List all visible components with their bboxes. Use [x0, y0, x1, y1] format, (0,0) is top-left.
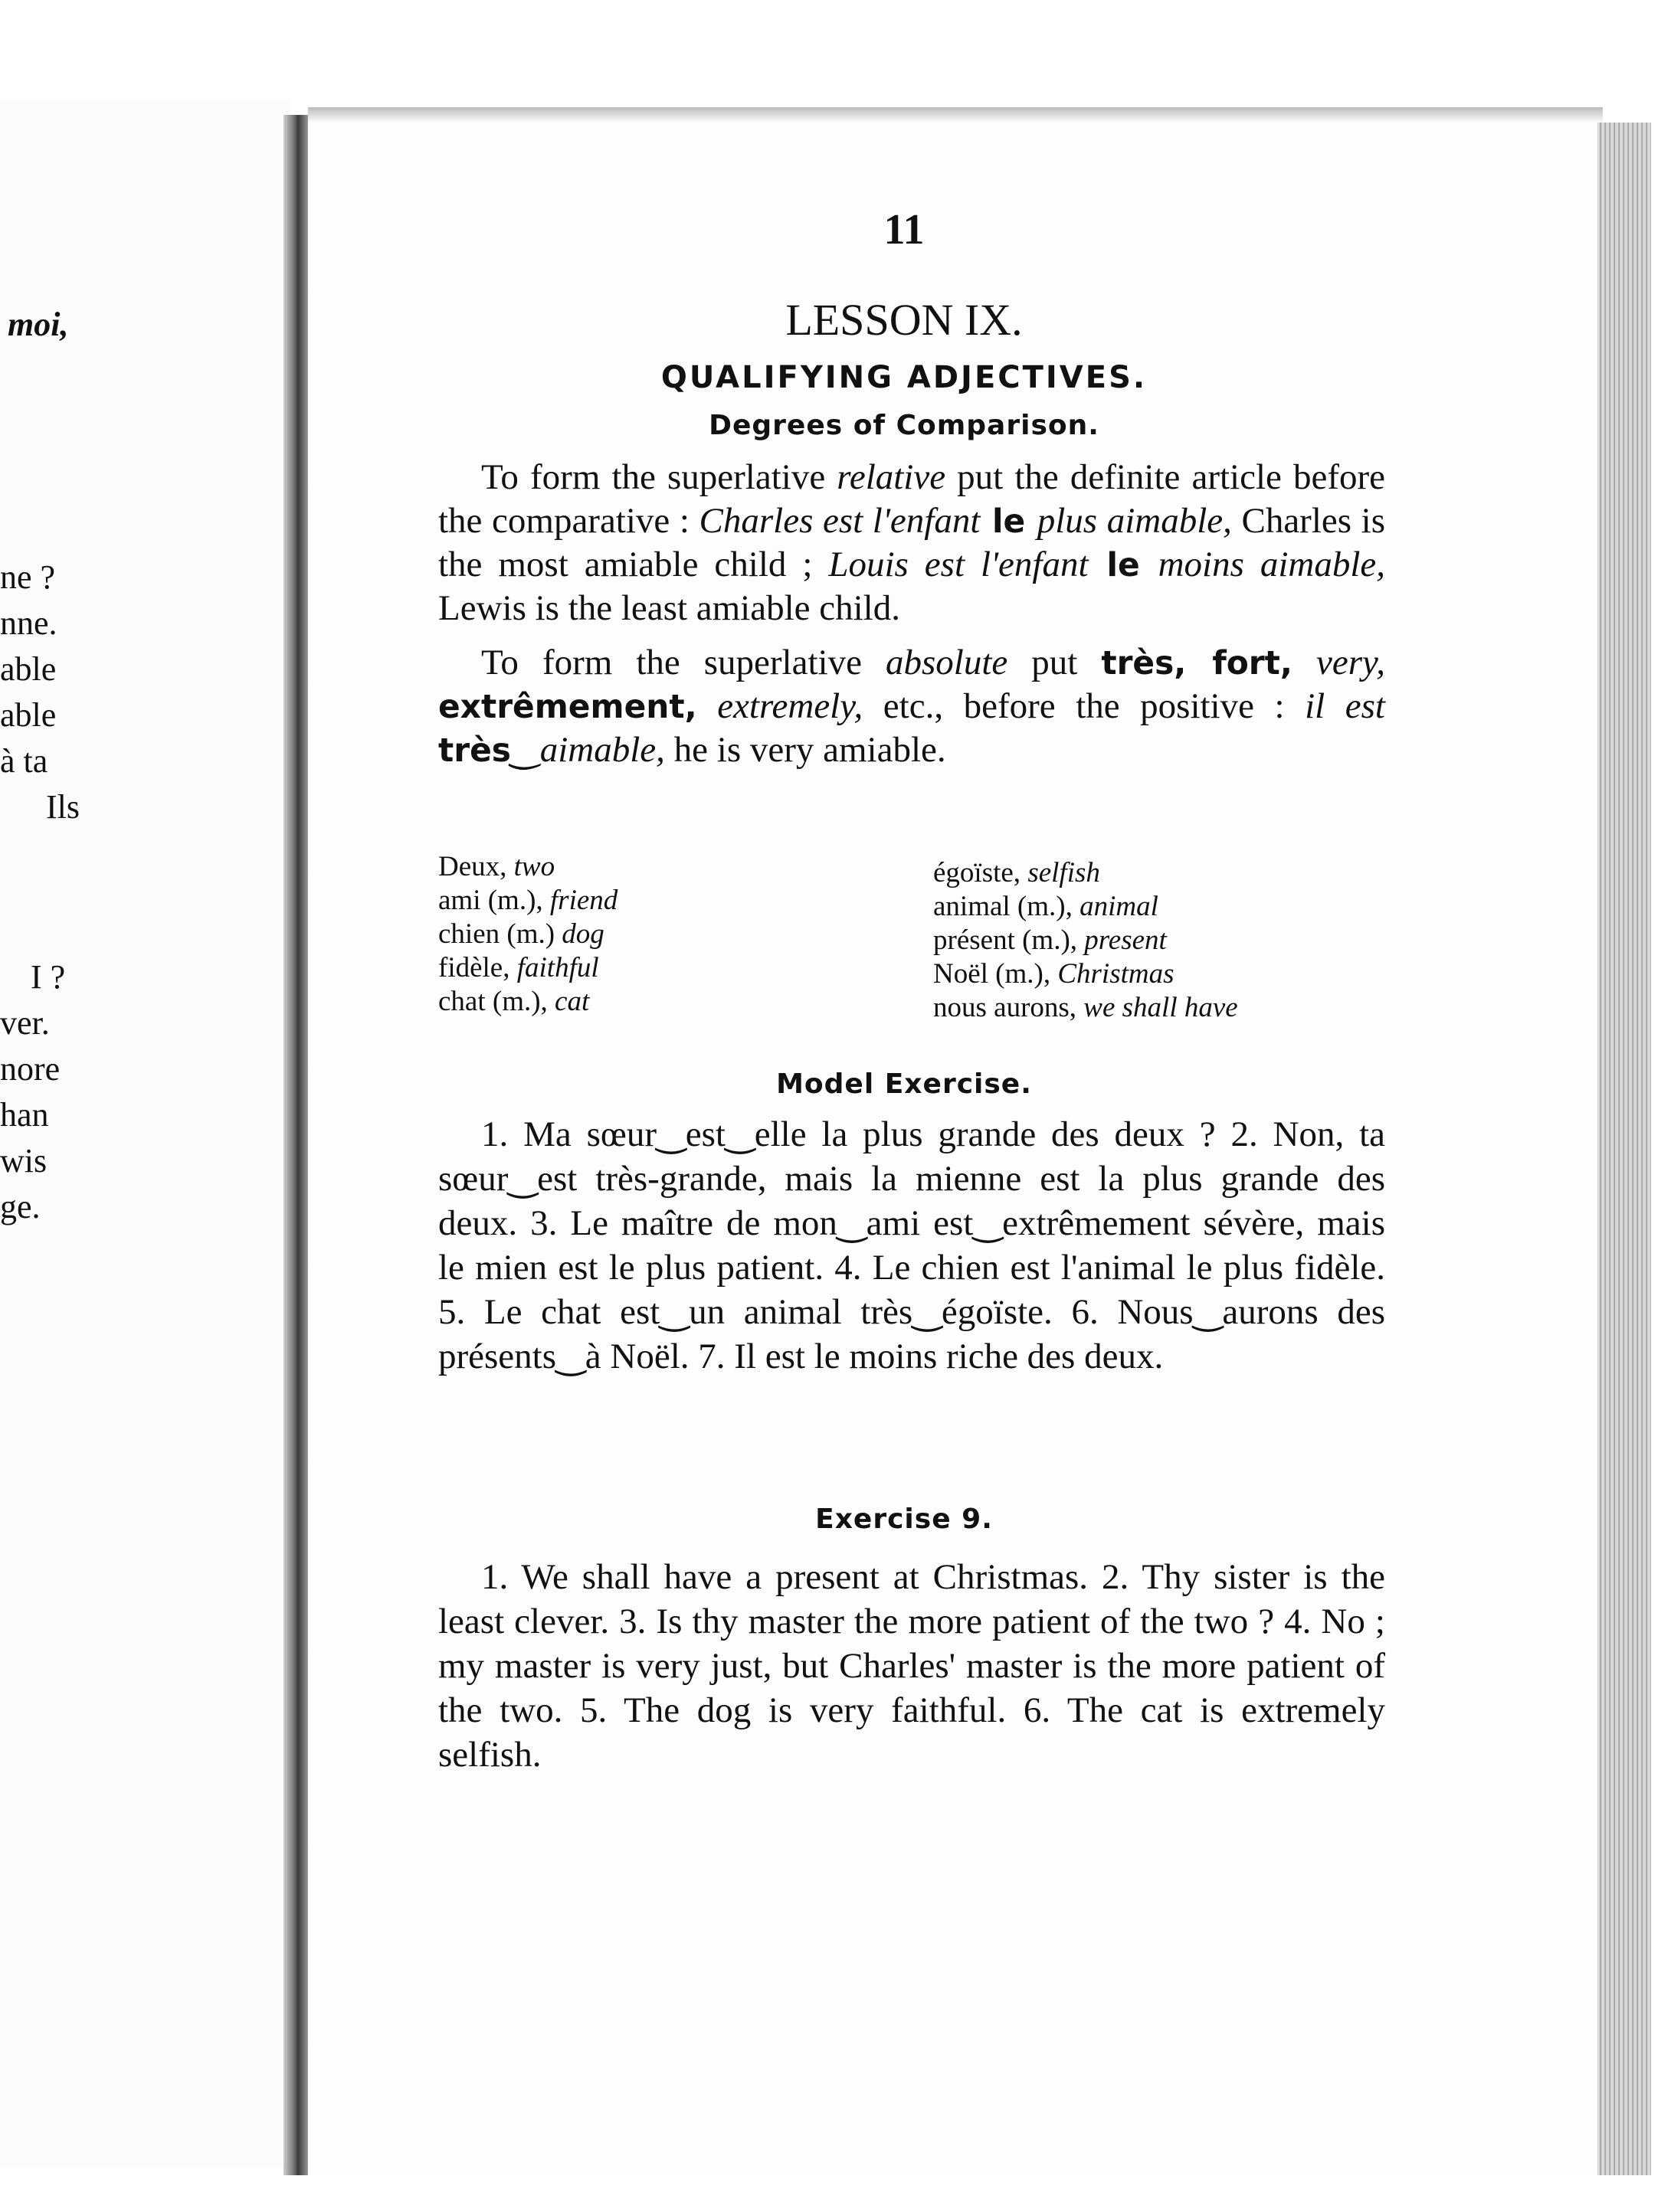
left-fragment: nne. — [0, 604, 57, 642]
paragraph-absolute: To form the superlative absolute put très, fort, very, extrêmement, extremely, etc., before the positive : il est très‿aimable, he is very amiable. — [438, 643, 1385, 770]
page-edge — [1597, 123, 1651, 2175]
page-number: 11 — [883, 206, 925, 254]
vocab-item: animal (m.), animal — [933, 891, 1158, 922]
left-fragment: han — [0, 1096, 49, 1134]
explanation-text — [438, 456, 1385, 772]
vocab-item: Deux, two — [438, 851, 555, 882]
vocab-item: chat (m.), cat — [438, 986, 590, 1017]
model-exercise-text: 1. Ma sœur‿est‿elle la plus grande des deux ? 2. Non, ta sœur‿est très-grande, mais la mienne est la plus grande des deux. 3. Le maître de mon‿ami est‿extrêmement sévère, mais le mien est le plus patient. 4. Le chien est l'animal le plus fidèle. 5. Le chat est‿un animal très‿égoïste. 6. Nous‿aurons des présents‿à Noël. 7. Il est le moins riche des deux. — [438, 1114, 1385, 1376]
lesson-title: LESSON IX. — [785, 295, 1023, 345]
vocab-item: égoïste, selfish — [933, 857, 1100, 888]
vocab-item: fidèle, faithful — [438, 952, 599, 983]
book-spine — [283, 115, 308, 2175]
paragraph-relative: To form the superlative relative put the definite article before the comparative : Charles est l'enfant le plus aimable, Charles is the most amiable child ; Louis est l'enfant le moins aimable, Lewis is the least amiable child. — [438, 457, 1386, 628]
left-fragment: moi, — [8, 306, 69, 343]
vocabulary-left — [438, 850, 618, 1019]
vocab-item: nous aurons, we shall have — [933, 992, 1238, 1023]
left-fragment: able — [0, 696, 57, 734]
vocab-item: présent (m.), present — [933, 924, 1167, 956]
vocabulary-right — [933, 856, 1238, 1025]
page-top-shadow — [308, 107, 1603, 123]
exercise-text: 1. We shall have a present at Christmas. 2. Thy sister is the least clever. 3. Is thy master the more patient of the two ? 4. No ; my master is very just, but Charles' master is the more patient of the two. 5. The dog is very faithful. 6. The cat is extremely selfish. — [438, 1557, 1385, 1775]
left-fragment: nore — [0, 1050, 61, 1088]
left-fragment: ne ? — [0, 558, 56, 596]
exercise-title: Exercise 9. — [815, 1504, 993, 1535]
section-title: QUALIFYING ADJECTIVES. — [660, 360, 1148, 395]
model-exercise-title: Model Exercise. — [776, 1068, 1032, 1100]
left-fragment: able — [0, 650, 57, 688]
subsection-title: Degrees of Comparison. — [709, 410, 1099, 441]
left-fragment: ver. — [0, 1004, 50, 1042]
vocab-item: Noël (m.), Christmas — [933, 958, 1174, 990]
left-fragment: Ils — [46, 788, 80, 826]
vocab-item: ami (m.), friend — [438, 885, 618, 916]
left-fragment: I ? — [31, 958, 66, 996]
vocab-item: chien (m.) dog — [438, 918, 604, 950]
left-fragment: wis — [0, 1142, 48, 1180]
left-fragment: ge. — [0, 1188, 41, 1225]
left-fragment: à ta — [0, 742, 48, 780]
left-page — [0, 100, 291, 2168]
